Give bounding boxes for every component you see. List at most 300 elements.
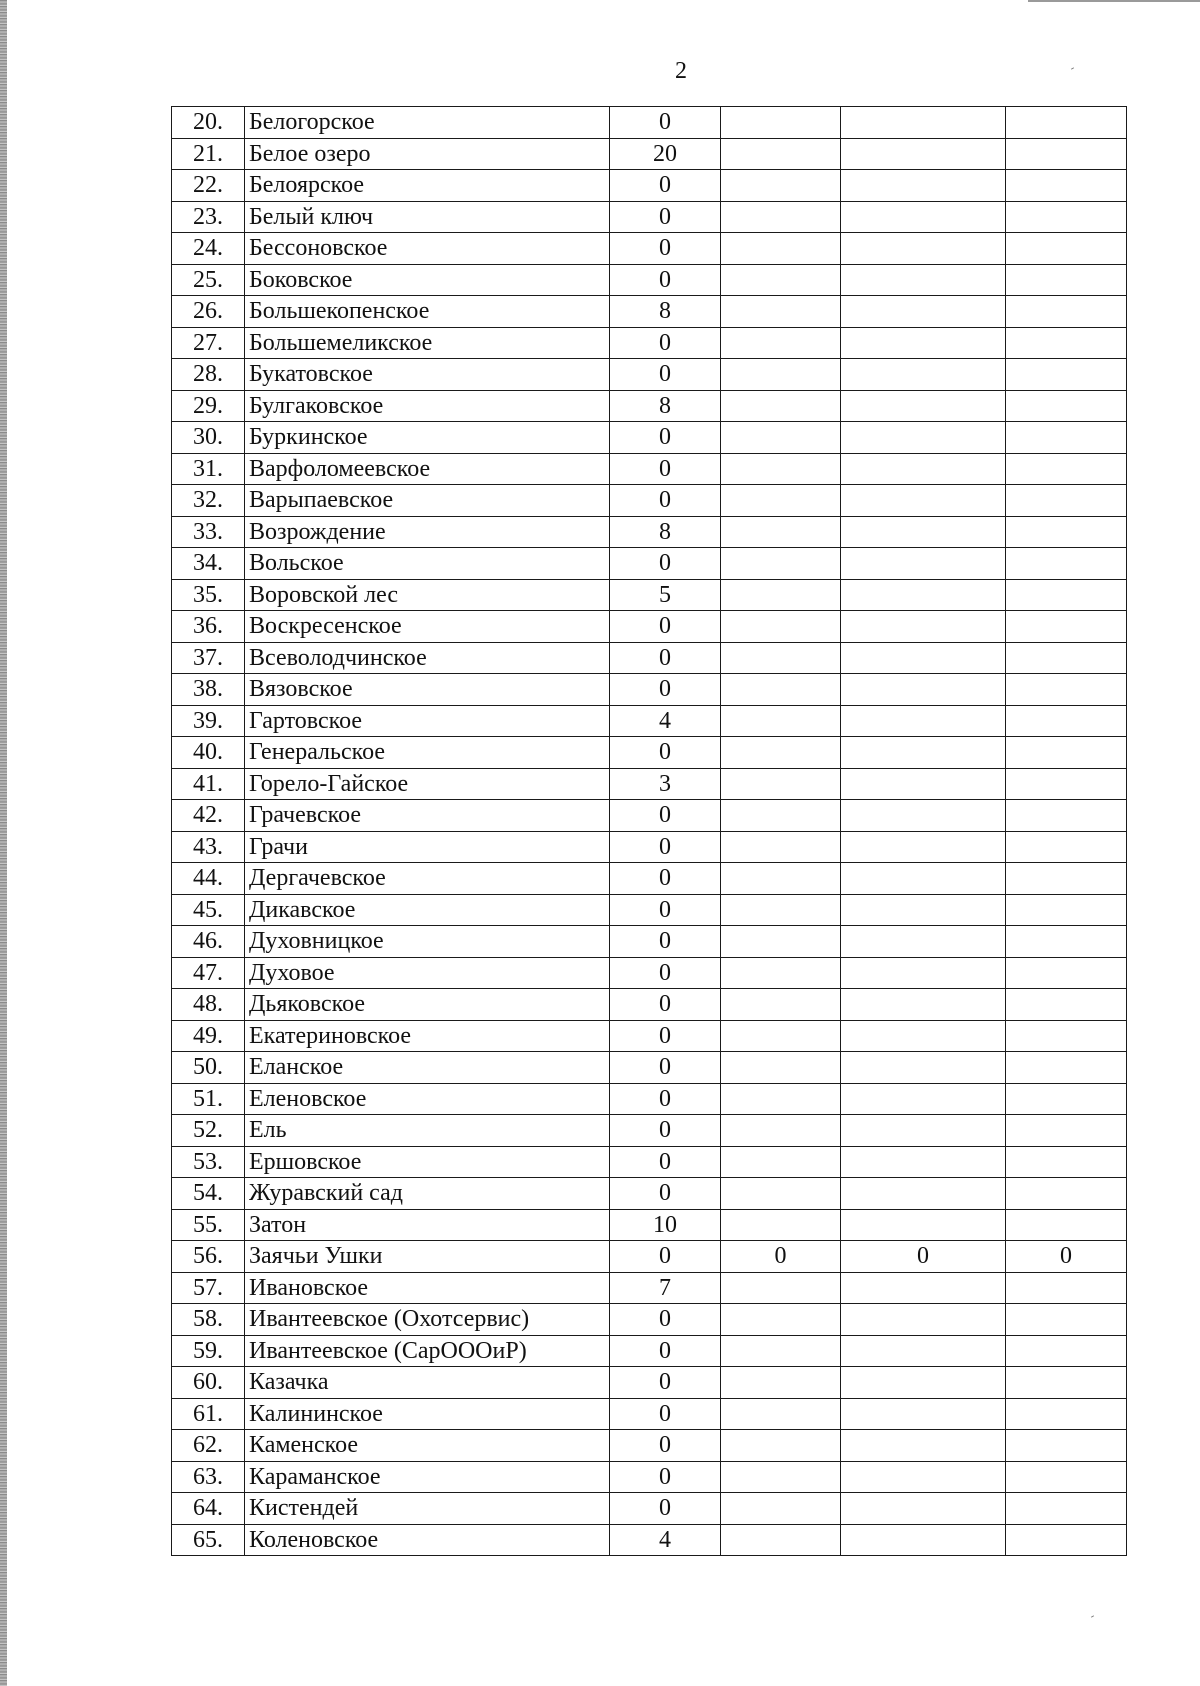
table-row (172, 1335, 1127, 1367)
row-extra-1 (721, 1052, 841, 1084)
row-name: Букатовское (245, 359, 610, 391)
row-extra-3 (1006, 863, 1127, 895)
row-extra-1 (721, 1524, 841, 1556)
row-extra-3 (1006, 1115, 1127, 1147)
row-name: Дергачевское (245, 863, 610, 895)
row-extra-2 (841, 611, 1006, 643)
table-row (172, 1052, 1127, 1084)
row-value: 8 (610, 516, 721, 548)
row-extra-3 (1006, 674, 1127, 706)
row-name: Вольское (245, 548, 610, 580)
row-number: 50. (172, 1052, 245, 1084)
row-extra-2 (841, 359, 1006, 391)
row-value: 0 (610, 1241, 721, 1273)
row-extra-1 (721, 863, 841, 895)
row-extra-1 (721, 705, 841, 737)
table-row (172, 1367, 1127, 1399)
row-extra-2 (841, 264, 1006, 296)
row-value: 0 (610, 1430, 721, 1462)
table-row (172, 1241, 1127, 1273)
row-number: 59. (172, 1335, 245, 1367)
row-name: Журавский сад (245, 1178, 610, 1210)
table-row (172, 138, 1127, 170)
table-row (172, 705, 1127, 737)
row-number: 39. (172, 705, 245, 737)
row-number: 51. (172, 1083, 245, 1115)
row-name: Варыпаевское (245, 485, 610, 517)
table-row (172, 390, 1127, 422)
row-name: Грачи (245, 831, 610, 863)
row-number: 24. (172, 233, 245, 265)
row-value: 4 (610, 1524, 721, 1556)
row-extra-1 (721, 422, 841, 454)
row-name: Ивановское (245, 1272, 610, 1304)
row-value: 0 (610, 1367, 721, 1399)
row-name: Воровской лес (245, 579, 610, 611)
row-name: Всеволодчинское (245, 642, 610, 674)
table-row (172, 674, 1127, 706)
row-number: 34. (172, 548, 245, 580)
row-extra-3 (1006, 642, 1127, 674)
row-extra-2 (841, 705, 1006, 737)
row-extra-2 (841, 516, 1006, 548)
row-number: 33. (172, 516, 245, 548)
table-row (172, 926, 1127, 958)
row-name: Боковское (245, 264, 610, 296)
row-number: 54. (172, 1178, 245, 1210)
row-value: 0 (610, 894, 721, 926)
row-value: 5 (610, 579, 721, 611)
row-extra-1: 0 (721, 1241, 841, 1273)
row-number: 58. (172, 1304, 245, 1336)
row-number: 26. (172, 296, 245, 328)
row-extra-2 (841, 1272, 1006, 1304)
scan-edge (0, 0, 7, 1686)
row-value: 0 (610, 422, 721, 454)
row-extra-3 (1006, 768, 1127, 800)
row-extra-2 (841, 485, 1006, 517)
table-row (172, 957, 1127, 989)
row-name: Большекопенское (245, 296, 610, 328)
row-name: Кистендей (245, 1493, 610, 1525)
row-value: 0 (610, 957, 721, 989)
row-extra-1 (721, 138, 841, 170)
row-value: 0 (610, 1146, 721, 1178)
row-extra-1 (721, 1020, 841, 1052)
row-value: 0 (610, 863, 721, 895)
row-name: Караманское (245, 1461, 610, 1493)
row-extra-2 (841, 863, 1006, 895)
row-name: Булгаковское (245, 390, 610, 422)
row-extra-3 (1006, 1461, 1127, 1493)
row-extra-1 (721, 516, 841, 548)
table-row (172, 1461, 1127, 1493)
row-extra-3 (1006, 926, 1127, 958)
row-number: 62. (172, 1430, 245, 1462)
row-value: 0 (610, 1020, 721, 1052)
row-name: Белое озеро (245, 138, 610, 170)
row-extra-2 (841, 138, 1006, 170)
row-extra-2 (841, 831, 1006, 863)
row-extra-3 (1006, 1493, 1127, 1525)
table-row (172, 1430, 1127, 1462)
row-extra-2 (841, 989, 1006, 1021)
table-row (172, 107, 1127, 139)
row-number: 47. (172, 957, 245, 989)
row-extra-3 (1006, 611, 1127, 643)
row-value: 0 (610, 1304, 721, 1336)
table-row (172, 453, 1127, 485)
row-extra-1 (721, 800, 841, 832)
row-extra-2 (841, 642, 1006, 674)
table-row (172, 1209, 1127, 1241)
row-extra-2 (841, 674, 1006, 706)
row-extra-3 (1006, 422, 1127, 454)
row-extra-1 (721, 233, 841, 265)
row-extra-3 (1006, 107, 1127, 139)
table-row (172, 989, 1127, 1021)
row-value: 4 (610, 705, 721, 737)
row-extra-3 (1006, 1335, 1127, 1367)
row-value: 0 (610, 359, 721, 391)
row-extra-3 (1006, 296, 1127, 328)
row-name: Воскресенское (245, 611, 610, 643)
row-value: 0 (610, 453, 721, 485)
row-value: 0 (610, 485, 721, 517)
row-extra-2 (841, 800, 1006, 832)
row-number: 22. (172, 170, 245, 202)
row-number: 41. (172, 768, 245, 800)
row-extra-1 (721, 1083, 841, 1115)
row-extra-1 (721, 1115, 841, 1147)
row-number: 25. (172, 264, 245, 296)
row-extra-1 (721, 107, 841, 139)
row-number: 40. (172, 737, 245, 769)
row-extra-3: 0 (1006, 1241, 1127, 1273)
row-extra-3 (1006, 1052, 1127, 1084)
row-extra-3 (1006, 579, 1127, 611)
row-number: 57. (172, 1272, 245, 1304)
row-extra-3 (1006, 201, 1127, 233)
table-row (172, 1272, 1127, 1304)
table-row (172, 800, 1127, 832)
row-extra-3 (1006, 390, 1127, 422)
row-name: Дикавское (245, 894, 610, 926)
row-extra-2 (841, 1052, 1006, 1084)
row-value: 0 (610, 1335, 721, 1367)
row-extra-2 (841, 1335, 1006, 1367)
table-row (172, 611, 1127, 643)
row-number: 53. (172, 1146, 245, 1178)
row-extra-2 (841, 1430, 1006, 1462)
row-name: Вязовское (245, 674, 610, 706)
row-value: 8 (610, 390, 721, 422)
row-extra-2 (841, 1524, 1006, 1556)
row-extra-3 (1006, 170, 1127, 202)
row-extra-3 (1006, 1398, 1127, 1430)
row-number: 45. (172, 894, 245, 926)
table-row (172, 642, 1127, 674)
row-value: 0 (610, 1493, 721, 1525)
row-extra-1 (721, 1178, 841, 1210)
table-row (172, 768, 1127, 800)
row-extra-3 (1006, 1304, 1127, 1336)
row-extra-1 (721, 548, 841, 580)
table-row (172, 894, 1127, 926)
row-number: 42. (172, 800, 245, 832)
row-extra-1 (721, 1146, 841, 1178)
row-value: 0 (610, 1115, 721, 1147)
row-extra-3 (1006, 138, 1127, 170)
row-extra-1 (721, 327, 841, 359)
row-extra-1 (721, 1430, 841, 1462)
row-extra-1 (721, 359, 841, 391)
row-name: Генеральское (245, 737, 610, 769)
row-name: Еленовское (245, 1083, 610, 1115)
row-extra-3 (1006, 989, 1127, 1021)
row-number: 65. (172, 1524, 245, 1556)
row-name: Варфоломеевское (245, 453, 610, 485)
row-value: 0 (610, 201, 721, 233)
row-extra-1 (721, 579, 841, 611)
row-extra-1 (721, 642, 841, 674)
row-extra-2 (841, 390, 1006, 422)
row-value: 0 (610, 1461, 721, 1493)
row-value: 3 (610, 768, 721, 800)
row-extra-3 (1006, 264, 1127, 296)
row-extra-2 (841, 107, 1006, 139)
row-extra-1 (721, 201, 841, 233)
row-extra-1 (721, 989, 841, 1021)
table-row (172, 1178, 1127, 1210)
row-extra-2 (841, 1083, 1006, 1115)
row-extra-2 (841, 1178, 1006, 1210)
row-extra-3 (1006, 1430, 1127, 1462)
row-extra-1 (721, 485, 841, 517)
row-name: Екатериновское (245, 1020, 610, 1052)
row-extra-2 (841, 1020, 1006, 1052)
table-row (172, 863, 1127, 895)
row-extra-1 (721, 926, 841, 958)
table-row (172, 831, 1127, 863)
row-value: 20 (610, 138, 721, 170)
row-extra-3 (1006, 453, 1127, 485)
row-extra-1 (721, 264, 841, 296)
row-number: 29. (172, 390, 245, 422)
row-name: Дьяковское (245, 989, 610, 1021)
row-extra-3 (1006, 1020, 1127, 1052)
row-number: 43. (172, 831, 245, 863)
row-extra-1 (721, 390, 841, 422)
row-extra-3 (1006, 705, 1127, 737)
table-row (172, 1524, 1127, 1556)
row-extra-3 (1006, 516, 1127, 548)
row-extra-1 (721, 1398, 841, 1430)
row-name: Бессоновское (245, 233, 610, 265)
row-number: 23. (172, 201, 245, 233)
scan-corner-line (1028, 0, 1200, 2)
row-value: 0 (610, 1178, 721, 1210)
table-row (172, 1493, 1127, 1525)
row-name: Буркинское (245, 422, 610, 454)
row-name: Грачевское (245, 800, 610, 832)
row-number: 31. (172, 453, 245, 485)
table-row (172, 201, 1127, 233)
table-row (172, 1083, 1127, 1115)
row-value: 0 (610, 926, 721, 958)
row-value: 0 (610, 233, 721, 265)
row-number: 21. (172, 138, 245, 170)
row-value: 0 (610, 800, 721, 832)
row-extra-1 (721, 894, 841, 926)
row-extra-1 (721, 768, 841, 800)
row-extra-1 (721, 674, 841, 706)
row-extra-2 (841, 579, 1006, 611)
row-number: 63. (172, 1461, 245, 1493)
row-extra-2 (841, 422, 1006, 454)
row-extra-1 (721, 1335, 841, 1367)
row-number: 30. (172, 422, 245, 454)
row-extra-3 (1006, 1209, 1127, 1241)
table-row (172, 170, 1127, 202)
row-extra-2 (841, 1367, 1006, 1399)
row-extra-1 (721, 1493, 841, 1525)
row-name: Казачка (245, 1367, 610, 1399)
row-value: 0 (610, 611, 721, 643)
row-extra-3 (1006, 831, 1127, 863)
row-name: Белоярское (245, 170, 610, 202)
row-extra-1 (721, 957, 841, 989)
row-name: Горело-Гайское (245, 768, 610, 800)
row-name: Духовницкое (245, 926, 610, 958)
row-extra-2 (841, 327, 1006, 359)
row-number: 37. (172, 642, 245, 674)
row-value: 7 (610, 1272, 721, 1304)
row-extra-2 (841, 1209, 1006, 1241)
row-extra-1 (721, 831, 841, 863)
row-number: 38. (172, 674, 245, 706)
row-extra-3 (1006, 957, 1127, 989)
row-number: 60. (172, 1367, 245, 1399)
row-name: Возрождение (245, 516, 610, 548)
row-value: 8 (610, 296, 721, 328)
row-value: 0 (610, 1052, 721, 1084)
row-extra-1 (721, 1209, 841, 1241)
row-extra-2 (841, 957, 1006, 989)
row-value: 0 (610, 674, 721, 706)
row-extra-3 (1006, 1083, 1127, 1115)
row-name: Ивантеевское (Охотсервис) (245, 1304, 610, 1336)
scan-speck (1091, 1615, 1094, 1617)
row-name: Заячьи Ушки (245, 1241, 610, 1273)
row-extra-2 (841, 1146, 1006, 1178)
table-row (172, 359, 1127, 391)
row-name: Коленовское (245, 1524, 610, 1556)
table-row (172, 579, 1127, 611)
row-extra-3 (1006, 233, 1127, 265)
row-extra-3 (1006, 800, 1127, 832)
row-extra-1 (721, 1272, 841, 1304)
row-extra-1 (721, 737, 841, 769)
row-extra-1 (721, 453, 841, 485)
row-number: 64. (172, 1493, 245, 1525)
table-row (172, 485, 1127, 517)
row-extra-1 (721, 1367, 841, 1399)
table-row (172, 233, 1127, 265)
row-value: 0 (610, 989, 721, 1021)
page-number: 2 (675, 58, 687, 84)
row-name: Большемеликское (245, 327, 610, 359)
row-number: 52. (172, 1115, 245, 1147)
row-number: 56. (172, 1241, 245, 1273)
row-value: 0 (610, 107, 721, 139)
row-extra-2 (841, 1461, 1006, 1493)
row-extra-2 (841, 1115, 1006, 1147)
row-name: Затон (245, 1209, 610, 1241)
row-number: 32. (172, 485, 245, 517)
table-row (172, 1304, 1127, 1336)
row-extra-2 (841, 894, 1006, 926)
row-extra-3 (1006, 359, 1127, 391)
row-extra-2 (841, 548, 1006, 580)
row-name: Духовое (245, 957, 610, 989)
row-value: 0 (610, 831, 721, 863)
table-row (172, 327, 1127, 359)
row-extra-2: 0 (841, 1241, 1006, 1273)
table-row (172, 296, 1127, 328)
row-name: Белогорское (245, 107, 610, 139)
table-row (172, 737, 1127, 769)
row-number: 28. (172, 359, 245, 391)
row-extra-2 (841, 233, 1006, 265)
row-name: Белый ключ (245, 201, 610, 233)
table-row (172, 1398, 1127, 1430)
row-value: 0 (610, 1083, 721, 1115)
row-extra-1 (721, 611, 841, 643)
row-extra-2 (841, 170, 1006, 202)
row-extra-3 (1006, 1146, 1127, 1178)
row-extra-3 (1006, 894, 1127, 926)
row-extra-1 (721, 1304, 841, 1336)
row-extra-2 (841, 768, 1006, 800)
row-name: Ель (245, 1115, 610, 1147)
row-number: 20. (172, 107, 245, 139)
table-row (172, 1020, 1127, 1052)
row-number: 48. (172, 989, 245, 1021)
row-number: 27. (172, 327, 245, 359)
row-extra-2 (841, 926, 1006, 958)
row-name: Ивантеевское (СарОООиР) (245, 1335, 610, 1367)
row-extra-2 (841, 296, 1006, 328)
row-extra-2 (841, 453, 1006, 485)
row-value: 0 (610, 737, 721, 769)
table-row (172, 1146, 1127, 1178)
row-extra-2 (841, 1493, 1006, 1525)
row-extra-2 (841, 201, 1006, 233)
row-value: 0 (610, 548, 721, 580)
row-name: Еланское (245, 1052, 610, 1084)
row-name: Ершовское (245, 1146, 610, 1178)
table-row (172, 422, 1127, 454)
row-number: 44. (172, 863, 245, 895)
row-value: 0 (610, 642, 721, 674)
row-extra-3 (1006, 1524, 1127, 1556)
row-extra-2 (841, 1304, 1006, 1336)
table-row (172, 548, 1127, 580)
row-extra-2 (841, 737, 1006, 769)
row-extra-3 (1006, 737, 1127, 769)
row-number: 49. (172, 1020, 245, 1052)
